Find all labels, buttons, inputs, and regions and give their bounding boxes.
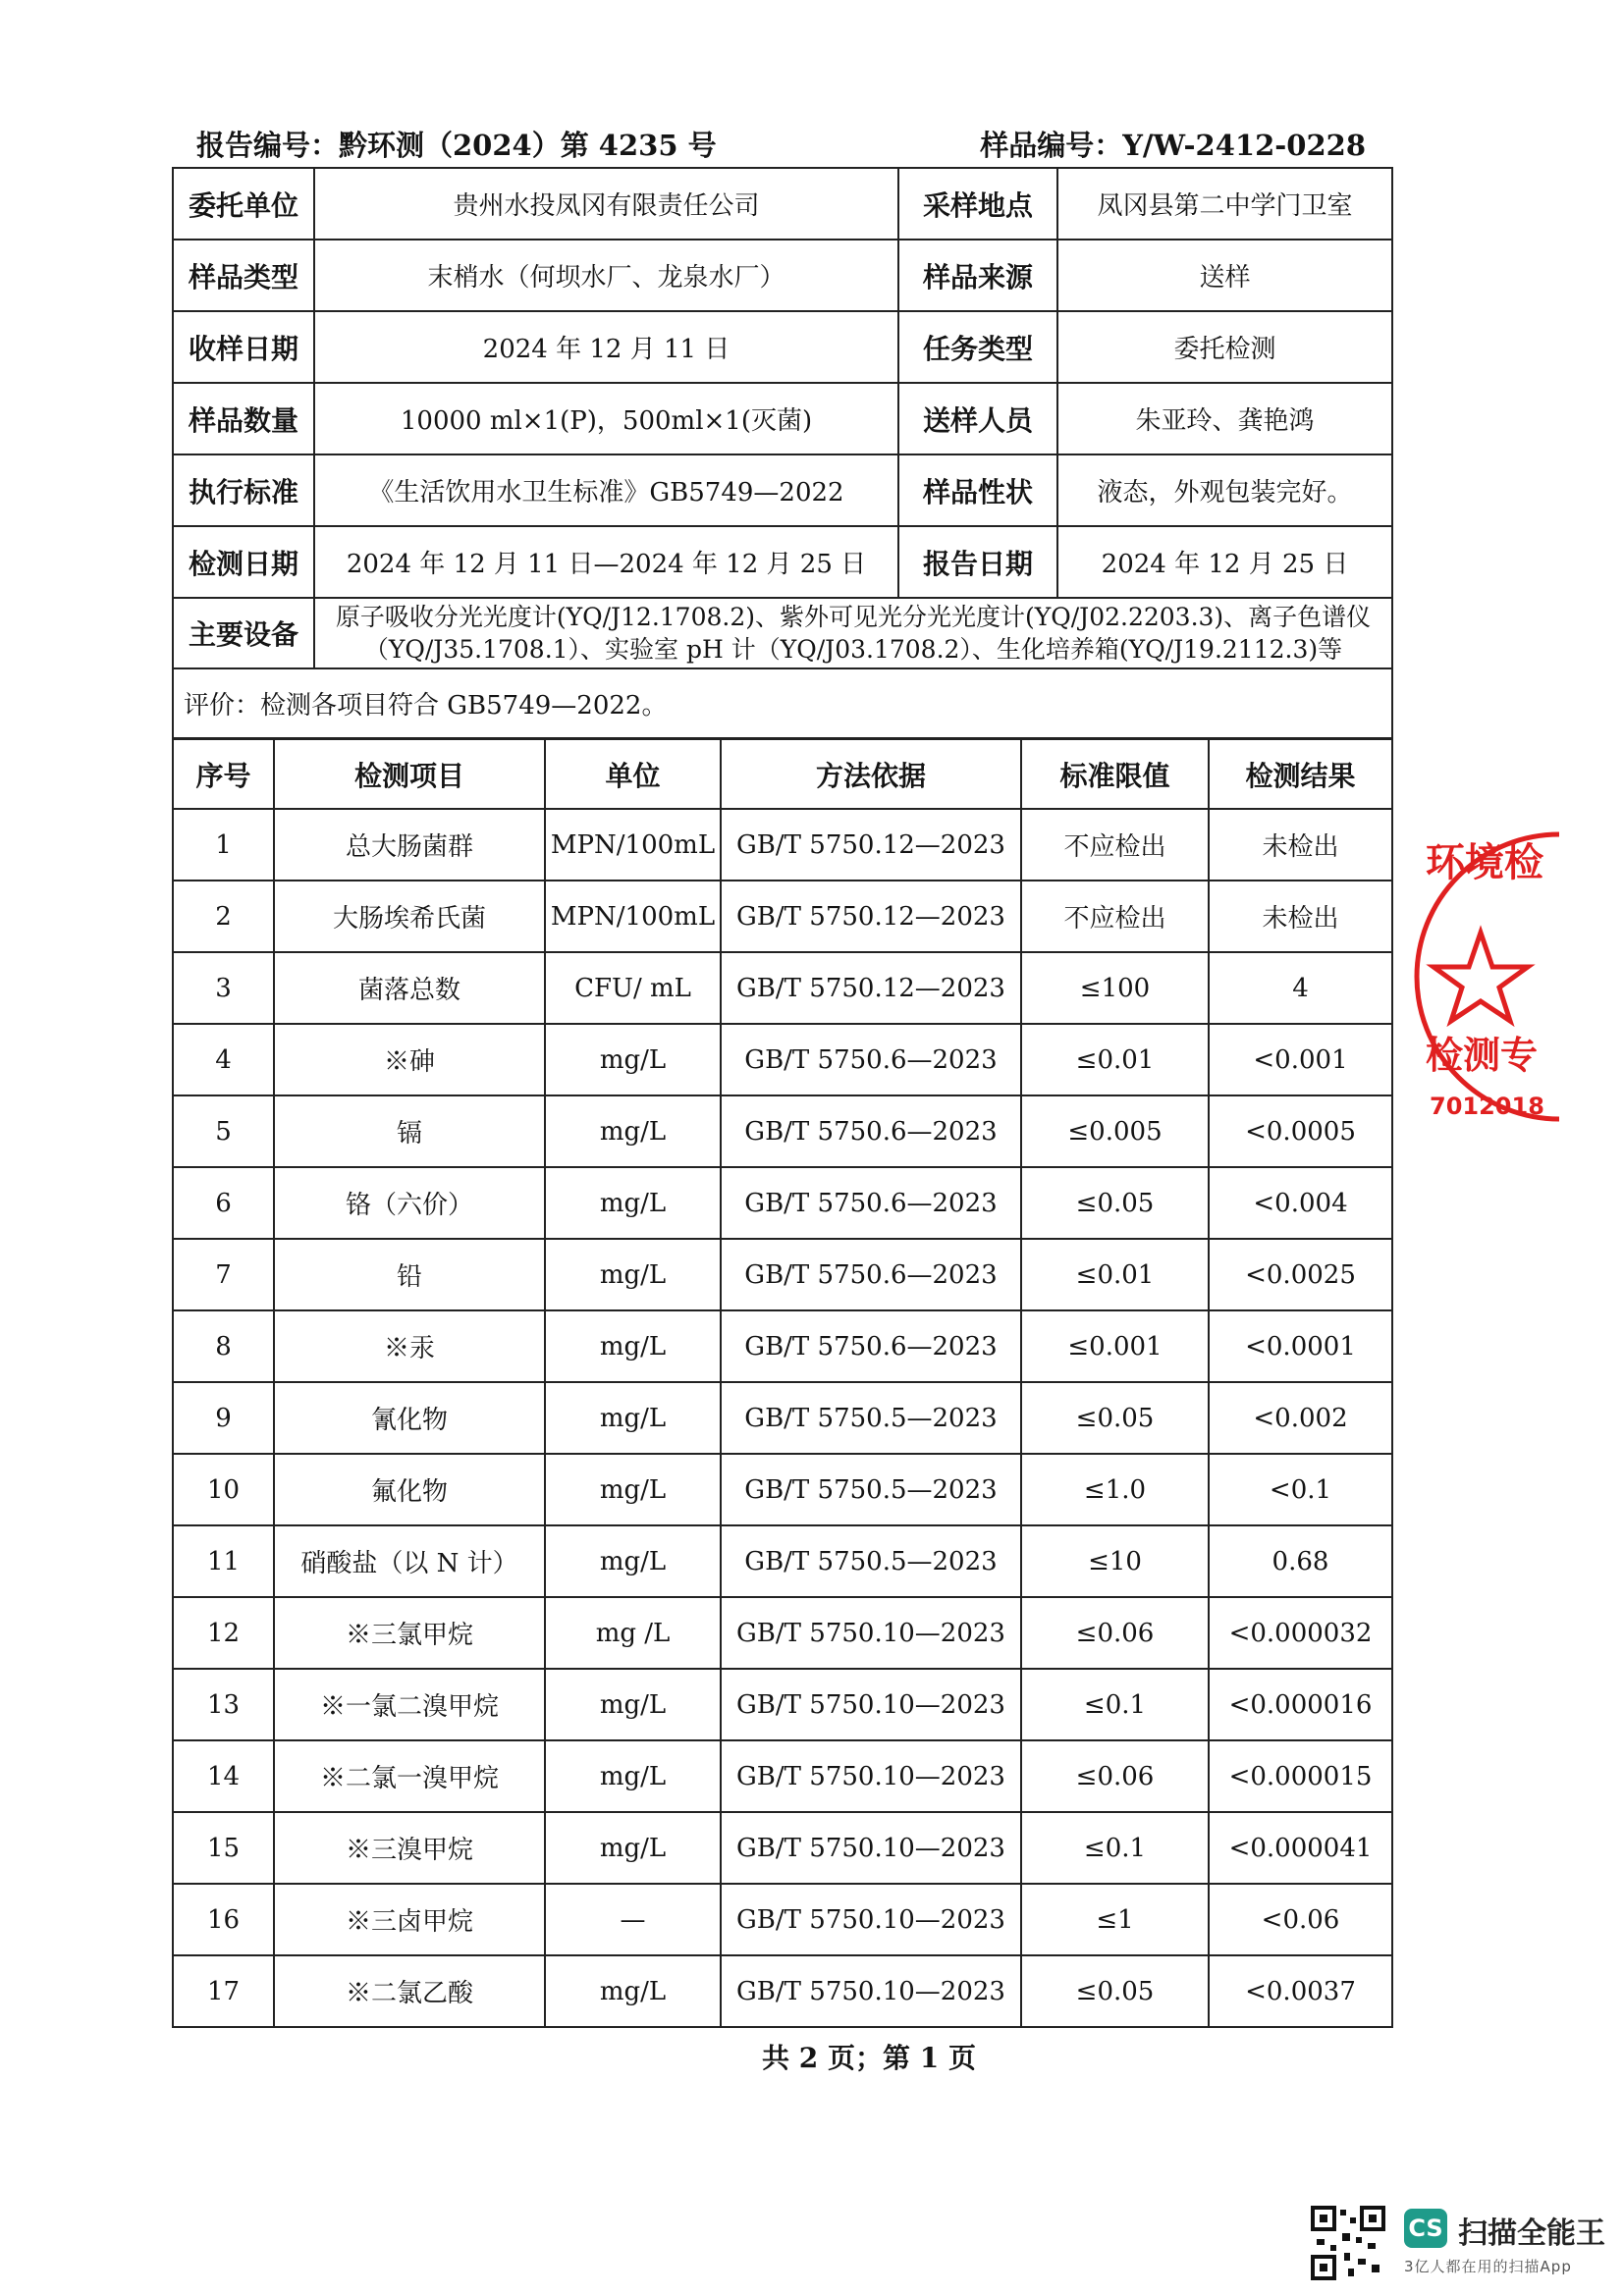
- seal-text-middle: 检测专: [1426, 1034, 1539, 1077]
- row-limit: ≤0.01: [1021, 1239, 1209, 1310]
- header-unit: 单位: [545, 739, 721, 809]
- table-row: [173, 881, 1392, 952]
- row-index: 4: [173, 1024, 274, 1095]
- row-method: GB/T 5750.6—2023: [721, 1167, 1021, 1239]
- property-value: 液态，外观包装完好。: [1057, 454, 1392, 526]
- row-item: 铅: [274, 1239, 545, 1310]
- row-item: 硝酸盐（以 N 计）: [274, 1525, 545, 1597]
- source-value: 送样: [1057, 240, 1392, 311]
- row-item: 氟化物: [274, 1454, 545, 1525]
- header-item: 检测项目: [274, 739, 545, 809]
- row-index: 9: [173, 1382, 274, 1454]
- receive-date-value: 2024 年 12 月 11 日: [314, 311, 898, 383]
- row-method: GB/T 5750.10—2023: [721, 1955, 1021, 2027]
- task-type-value: 委托检测: [1057, 311, 1392, 383]
- row-result: <0.002: [1209, 1382, 1392, 1454]
- scanner-slogan: 3亿人都在用的扫描App: [1404, 2258, 1572, 2275]
- row-item: ※二氯乙酸: [274, 1955, 545, 2027]
- row-unit: mg/L: [545, 1024, 721, 1095]
- row-index: 14: [173, 1740, 274, 1812]
- row-item: ※三氯甲烷: [274, 1597, 545, 1669]
- report-date-value: 2024 年 12 月 25 日: [1057, 526, 1392, 598]
- test-date-value: 2024 年 12 月 11 日—2024 年 12 月 25 日: [314, 526, 898, 598]
- row-limit: ≤1: [1021, 1884, 1209, 1955]
- row-index: 2: [173, 881, 274, 952]
- row-item: ※砷: [274, 1024, 545, 1095]
- row-index: 15: [173, 1812, 274, 1884]
- row-limit: ≤0.1: [1021, 1812, 1209, 1884]
- row-index: 8: [173, 1310, 274, 1382]
- row-limit: ≤0.01: [1021, 1024, 1209, 1095]
- row-result: 0.68: [1209, 1525, 1392, 1597]
- row-method: GB/T 5750.12—2023: [721, 809, 1021, 881]
- info-row: [173, 311, 1392, 383]
- row-method: GB/T 5750.12—2023: [721, 881, 1021, 952]
- header-limit: 标准限值: [1021, 739, 1209, 809]
- row-limit: ≤10: [1021, 1525, 1209, 1597]
- type-value: 末梢水（何坝水厂、龙泉水厂）: [314, 240, 898, 311]
- row-method: GB/T 5750.10—2023: [721, 1884, 1021, 1955]
- row-item: ※二氯一溴甲烷: [274, 1740, 545, 1812]
- row-method: GB/T 5750.5—2023: [721, 1454, 1021, 1525]
- row-limit: ≤0.06: [1021, 1740, 1209, 1812]
- table-row: [173, 1167, 1392, 1239]
- receive-date-label: 收样日期: [173, 311, 314, 383]
- row-unit: MPN/100mL: [545, 881, 721, 952]
- row-result: <0.0025: [1209, 1239, 1392, 1310]
- row-unit: mg/L: [545, 1310, 721, 1382]
- row-unit: mg/L: [545, 1812, 721, 1884]
- quantity-label: 样品数量: [173, 383, 314, 454]
- row-result: <0.06: [1209, 1884, 1392, 1955]
- row-method: GB/T 5750.10—2023: [721, 1812, 1021, 1884]
- sample-number: 样品编号：Y/W-2412-0228: [980, 129, 1366, 162]
- equipment-row: [173, 598, 1392, 668]
- equipment-line-1: 原子吸收分光光度计(YQ/J12.1708.2)、紫外可见光分光光度计(YQ/J02.2203.3)、离子色谱仪: [335, 603, 1372, 631]
- row-unit: mg/L: [545, 1167, 721, 1239]
- source-label: 样品来源: [898, 240, 1057, 311]
- row-item: 总大肠菌群: [274, 809, 545, 881]
- row-item: 氰化物: [274, 1382, 545, 1454]
- row-result: <0.0037: [1209, 1955, 1392, 2027]
- row-item: 大肠埃希氏菌: [274, 881, 545, 952]
- row-unit: mg/L: [545, 1525, 721, 1597]
- row-limit: ≤0.005: [1021, 1095, 1209, 1167]
- row-index: 3: [173, 952, 274, 1024]
- row-unit: mg/L: [545, 1454, 721, 1525]
- site-value: 凤冈县第二中学门卫室: [1057, 168, 1392, 240]
- row-result: <0.001: [1209, 1024, 1392, 1095]
- row-item: 镉: [274, 1095, 545, 1167]
- row-limit: ≤0.05: [1021, 1167, 1209, 1239]
- row-limit: 不应检出: [1021, 809, 1209, 881]
- row-item: ※三卤甲烷: [274, 1884, 545, 1955]
- table-row: [173, 1239, 1392, 1310]
- row-result: <0.000032: [1209, 1597, 1392, 1669]
- row-index: 1: [173, 809, 274, 881]
- table-row: [173, 1095, 1392, 1167]
- row-item: 菌落总数: [274, 952, 545, 1024]
- row-result: <0.000041: [1209, 1812, 1392, 1884]
- info-row: [173, 526, 1392, 598]
- row-method: GB/T 5750.12—2023: [721, 952, 1021, 1024]
- test-date-label: 检测日期: [173, 526, 314, 598]
- row-method: GB/T 5750.6—2023: [721, 1239, 1021, 1310]
- row-result: 未检出: [1209, 881, 1392, 952]
- row-method: GB/T 5750.5—2023: [721, 1382, 1021, 1454]
- seal-star-icon: [1434, 933, 1528, 1021]
- table-row: [173, 1740, 1392, 1812]
- report-number: 报告编号：黔环测（2024）第 4235 号: [196, 129, 717, 162]
- table-row: [173, 1669, 1392, 1740]
- row-result: <0.004: [1209, 1167, 1392, 1239]
- table-row: [173, 952, 1392, 1024]
- table-row: [173, 1597, 1392, 1669]
- row-item: ※汞: [274, 1310, 545, 1382]
- row-unit: mg/L: [545, 1239, 721, 1310]
- scanner-brand-badge: CS: [1404, 2209, 1447, 2248]
- row-limit: ≤0.06: [1021, 1597, 1209, 1669]
- row-unit: mg/L: [545, 1669, 721, 1740]
- row-limit: ≤0.1: [1021, 1669, 1209, 1740]
- official-seal: [1412, 815, 1559, 1139]
- table-row: [173, 1884, 1392, 1955]
- equipment-value: [314, 598, 1392, 668]
- table-row: [173, 1525, 1392, 1597]
- row-method: GB/T 5750.10—2023: [721, 1669, 1021, 1740]
- row-unit: mg/L: [545, 1095, 721, 1167]
- row-result: 4: [1209, 952, 1392, 1024]
- row-result: <0.000015: [1209, 1740, 1392, 1812]
- row-unit: mg/L: [545, 1955, 721, 2027]
- evaluation-text: 评价：检测各项目符合 GB5749—2022。: [173, 668, 1392, 738]
- row-index: 5: [173, 1095, 274, 1167]
- row-method: GB/T 5750.6—2023: [721, 1024, 1021, 1095]
- table-row: [173, 1955, 1392, 2027]
- row-unit: mg /L: [545, 1597, 721, 1669]
- page-info: 共 2 页；第 1 页: [762, 2042, 976, 2074]
- row-limit: 不应检出: [1021, 881, 1209, 952]
- row-index: 7: [173, 1239, 274, 1310]
- row-item: 铬（六价）: [274, 1167, 545, 1239]
- row-unit: mg/L: [545, 1740, 721, 1812]
- row-method: GB/T 5750.10—2023: [721, 1597, 1021, 1669]
- table-row: [173, 1454, 1392, 1525]
- row-index: 6: [173, 1167, 274, 1239]
- standard-value: 《生活饮用水卫生标准》GB5749—2022: [314, 454, 898, 526]
- equipment-label: 主要设备: [173, 598, 314, 668]
- row-unit: CFU/ mL: [545, 952, 721, 1024]
- row-unit: mg/L: [545, 1382, 721, 1454]
- row-index: 16: [173, 1884, 274, 1955]
- site-label: 采样地点: [898, 168, 1057, 240]
- row-limit: ≤100: [1021, 952, 1209, 1024]
- table-row: [173, 1382, 1392, 1454]
- row-limit: ≤0.05: [1021, 1955, 1209, 2027]
- row-index: 17: [173, 1955, 274, 2027]
- row-index: 13: [173, 1669, 274, 1740]
- row-index: 12: [173, 1597, 274, 1669]
- row-limit: ≤0.05: [1021, 1382, 1209, 1454]
- row-item: ※一氯二溴甲烷: [274, 1669, 545, 1740]
- standard-label: 执行标准: [173, 454, 314, 526]
- table-row: [173, 809, 1392, 881]
- client-value: 贵州水投凤冈有限责任公司: [314, 168, 898, 240]
- equipment-line-2: （YQ/J35.1708.1）、实验室 pH 计（YQ/J03.1708.2）、生化培养箱(YQ/J19.2112.3)等: [363, 635, 1343, 664]
- row-result: <0.1: [1209, 1454, 1392, 1525]
- row-result: <0.0005: [1209, 1095, 1392, 1167]
- header-index: 序号: [173, 739, 274, 809]
- row-item: ※三溴甲烷: [274, 1812, 545, 1884]
- row-unit: MPN/100mL: [545, 809, 721, 881]
- row-index: 10: [173, 1454, 274, 1525]
- row-limit: ≤1.0: [1021, 1454, 1209, 1525]
- row-result: 未检出: [1209, 809, 1392, 881]
- row-method: GB/T 5750.6—2023: [721, 1095, 1021, 1167]
- header-method: 方法依据: [721, 739, 1021, 809]
- quantity-value: 10000 ml×1(P)，500ml×1(灭菌): [314, 383, 898, 454]
- property-label: 样品性状: [898, 454, 1057, 526]
- row-method: GB/T 5750.5—2023: [721, 1525, 1021, 1597]
- row-index: 11: [173, 1525, 274, 1597]
- table-row: [173, 1024, 1392, 1095]
- header-result: 检测结果: [1209, 739, 1392, 809]
- task-type-label: 任务类型: [898, 311, 1057, 383]
- report-date-label: 报告日期: [898, 526, 1057, 598]
- results-table: [172, 738, 1393, 2028]
- type-label: 样品类型: [173, 240, 314, 311]
- info-row: [173, 454, 1392, 526]
- row-result: <0.0001: [1209, 1310, 1392, 1382]
- table-row: [173, 1310, 1392, 1382]
- sample-info-table: [172, 167, 1393, 739]
- scanner-app-name: 扫描全能王: [1458, 2216, 1605, 2251]
- seal-text-top: 环境检: [1426, 840, 1543, 885]
- row-result: <0.000016: [1209, 1669, 1392, 1740]
- row-method: GB/T 5750.6—2023: [721, 1310, 1021, 1382]
- qr-code-icon: [1309, 2204, 1387, 2282]
- evaluation-row: [173, 668, 1392, 738]
- info-row: [173, 168, 1392, 240]
- row-limit: ≤0.001: [1021, 1310, 1209, 1382]
- table-row: [173, 1812, 1392, 1884]
- results-header-row: [173, 739, 1392, 809]
- client-label: 委托单位: [173, 168, 314, 240]
- row-unit: —: [545, 1884, 721, 1955]
- row-method: GB/T 5750.10—2023: [721, 1740, 1021, 1812]
- sender-label: 送样人员: [898, 383, 1057, 454]
- seal-code: 7012018: [1430, 1093, 1544, 1120]
- info-row: [173, 240, 1392, 311]
- info-row: [173, 383, 1392, 454]
- sender-value: 朱亚玲、龚艳鸿: [1057, 383, 1392, 454]
